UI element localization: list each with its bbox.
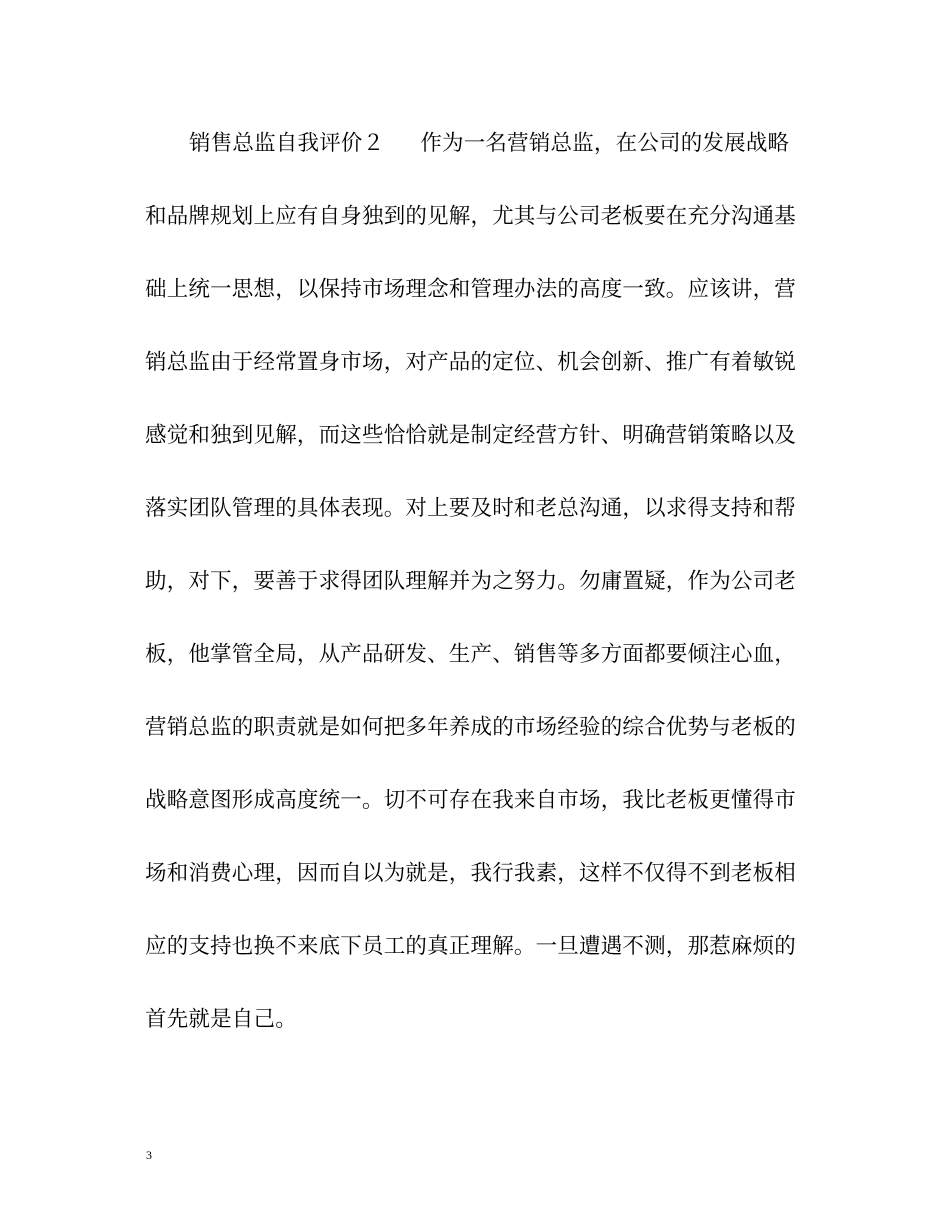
paragraph-line-10: 战略意图形成高度统一。切不可存在我来自市场，我比老板更懂得市	[145, 788, 797, 813]
page-number: 3	[146, 1148, 152, 1162]
body-paragraph	[145, 122, 805, 1071]
section-heading: 销售总监自我评价２	[189, 131, 385, 156]
paragraph-line-3: 础上统一思想，以保持市场理念和管理办法的高度一致。应该讲，营	[145, 277, 797, 302]
paragraph-line-1	[145, 122, 805, 195]
paragraph-line-7: 助，对下，要善于求得团队理解并为之努力。勿庸置疑，作为公司老	[145, 569, 797, 594]
paragraph-line-13: 首先就是自己。	[145, 1007, 297, 1032]
paragraph-line-4: 销总监由于经常置身市场，对产品的定位、机会创新、推广有着敏锐	[145, 350, 797, 375]
paragraph-line-6: 落实团队管理的具体表现。对上要及时和老总沟通，以求得支持和帮	[145, 496, 797, 521]
paragraph-line-2: 和品牌规划上应有自身独到的见解，尤其与公司老板要在充分沟通基	[145, 204, 797, 229]
paragraph-line-8: 板，他掌管全局，从产品研发、生产、销售等多方面都要倾注心血，	[145, 642, 797, 667]
paragraph-line-5: 感觉和独到见解，而这些恰恰就是制定经营方针、明确营销策略以及	[145, 423, 797, 448]
paragraph-line-9: 营销总监的职责就是如何把多年养成的市场经验的综合优势与老板的	[145, 715, 797, 740]
paragraph-text: 作为一名营销总监，在公司的发展战略	[420, 131, 790, 156]
paragraph-line-12: 应的支持也换不来底下员工的真正理解。一旦遭遇不测，那惹麻烦的	[145, 934, 797, 959]
paragraph-line-11: 场和消费心理，因而自以为就是，我行我素，这样不仅得不到老板相	[145, 861, 797, 886]
